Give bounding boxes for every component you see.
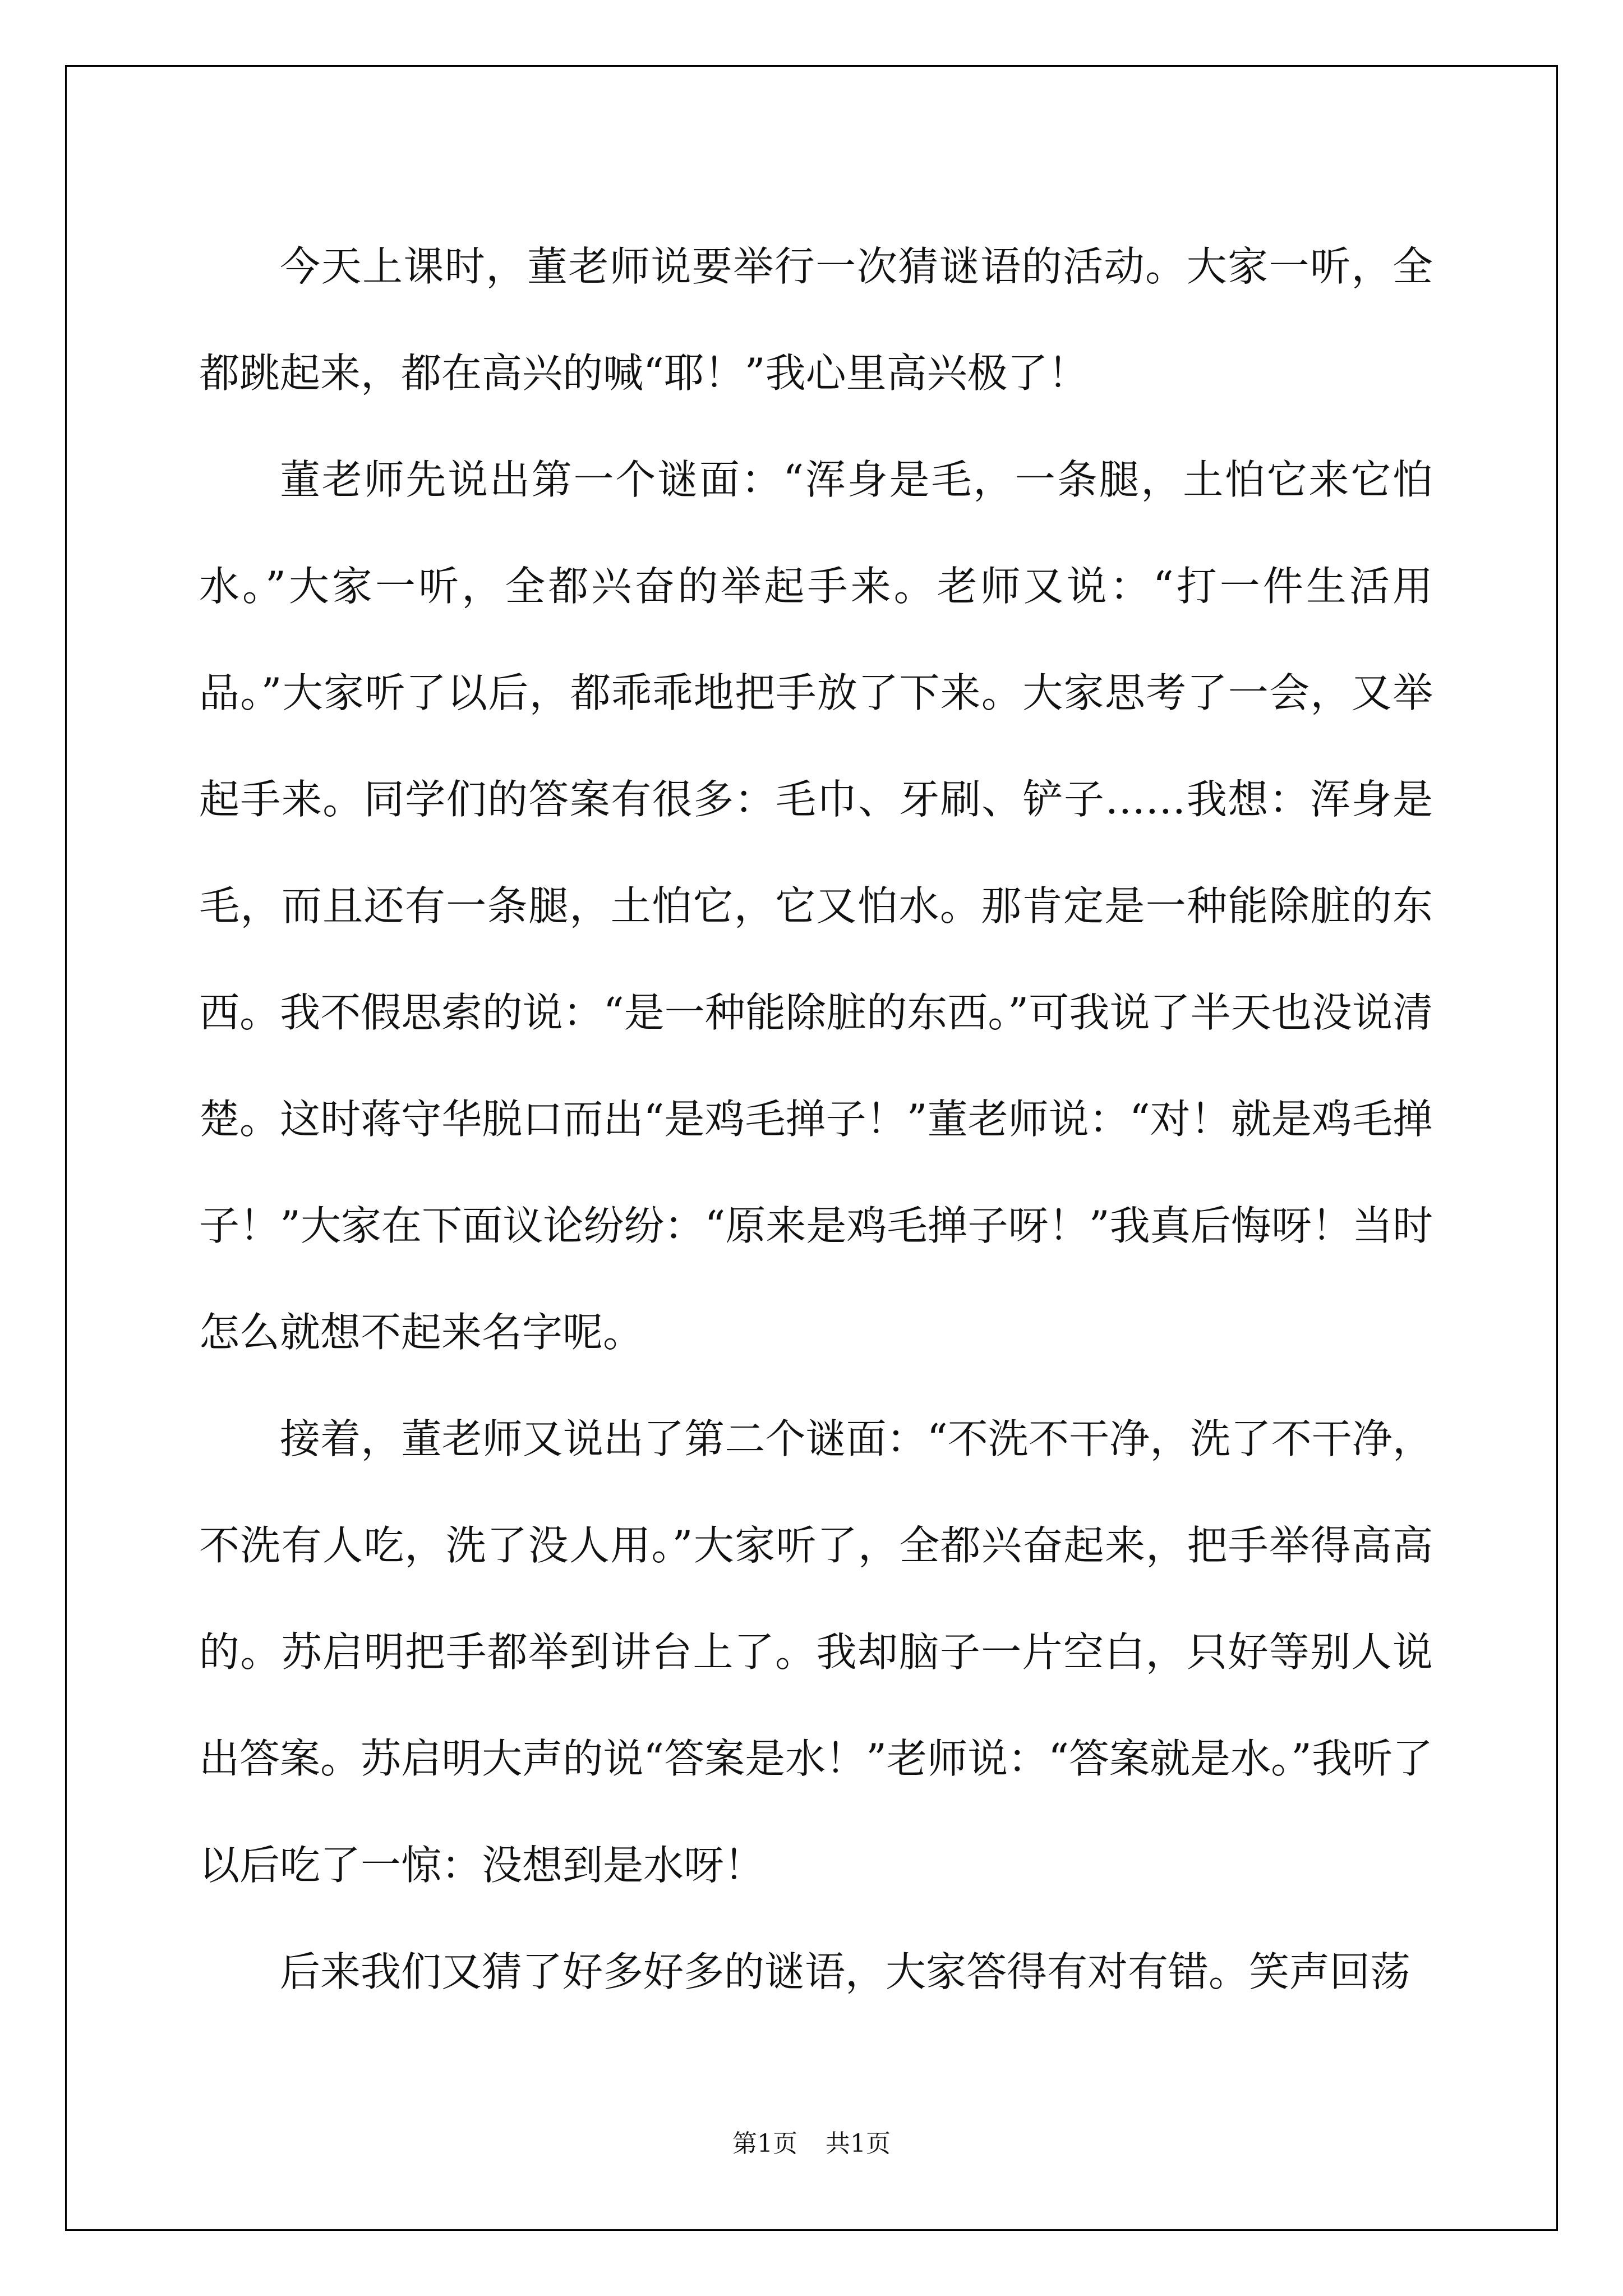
page-footer [0, 2127, 1623, 2161]
page-number-current: 第1页 [732, 2129, 797, 2158]
paragraph-4: 后来我们又猜了好多好多的谜语，大家答得有对有错。笑声回荡 [280, 1948, 1411, 1995]
paragraph-1: 今天上课时，董老师说要举行一次猜谜语的活动。大家一听，全都跳起来，都在高兴的喊“耶！”我心里高兴极了！ [199, 243, 1433, 397]
paragraph-2: 董老师先说出第一个谜面：“浑身是毛，一条腿，土怕它来它怕水。”大家一听，全都兴奋的举起手来。老师又说：“打一件生活用品。”大家听了以后，都乖乖地把手放了下来。大家思考了一会，又举起手来。同学们的答案有很多：毛巾、牙刷、铲子……我想：浑身是毛，而且还有一条腿，土怕它，它又怕水。那肯定是一种能除脏的东西。我不假思索的说：“是一种能除脏的东西。”可我说了半天也没说清楚。这时蒋守华脱口而出“是鸡毛掸子！”董老师说：“对！就是鸡毛掸子！”大家在下面议论纷纷：“原来是鸡毛掸子呀！”我真后悔呀！当时怎么就想不起来名字呢。 [199, 456, 1433, 1356]
paragraph-3: 接着，董老师又说出了第二个谜面：“不洗不干净，洗了不干净，不洗有人吃，洗了没人用。”大家听了，全都兴奋起来，把手举得高高的。苏启明把手都举到讲台上了。我却脑子一片空白，只好等别人说出答案。苏启明大声的说“答案是水！”老师说：“答案就是水。”我听了以后吃了一惊：没想到是水呀！ [199, 1415, 1433, 1889]
page-number-total: 共1页 [826, 2129, 891, 2158]
document-body [199, 213, 1433, 2025]
